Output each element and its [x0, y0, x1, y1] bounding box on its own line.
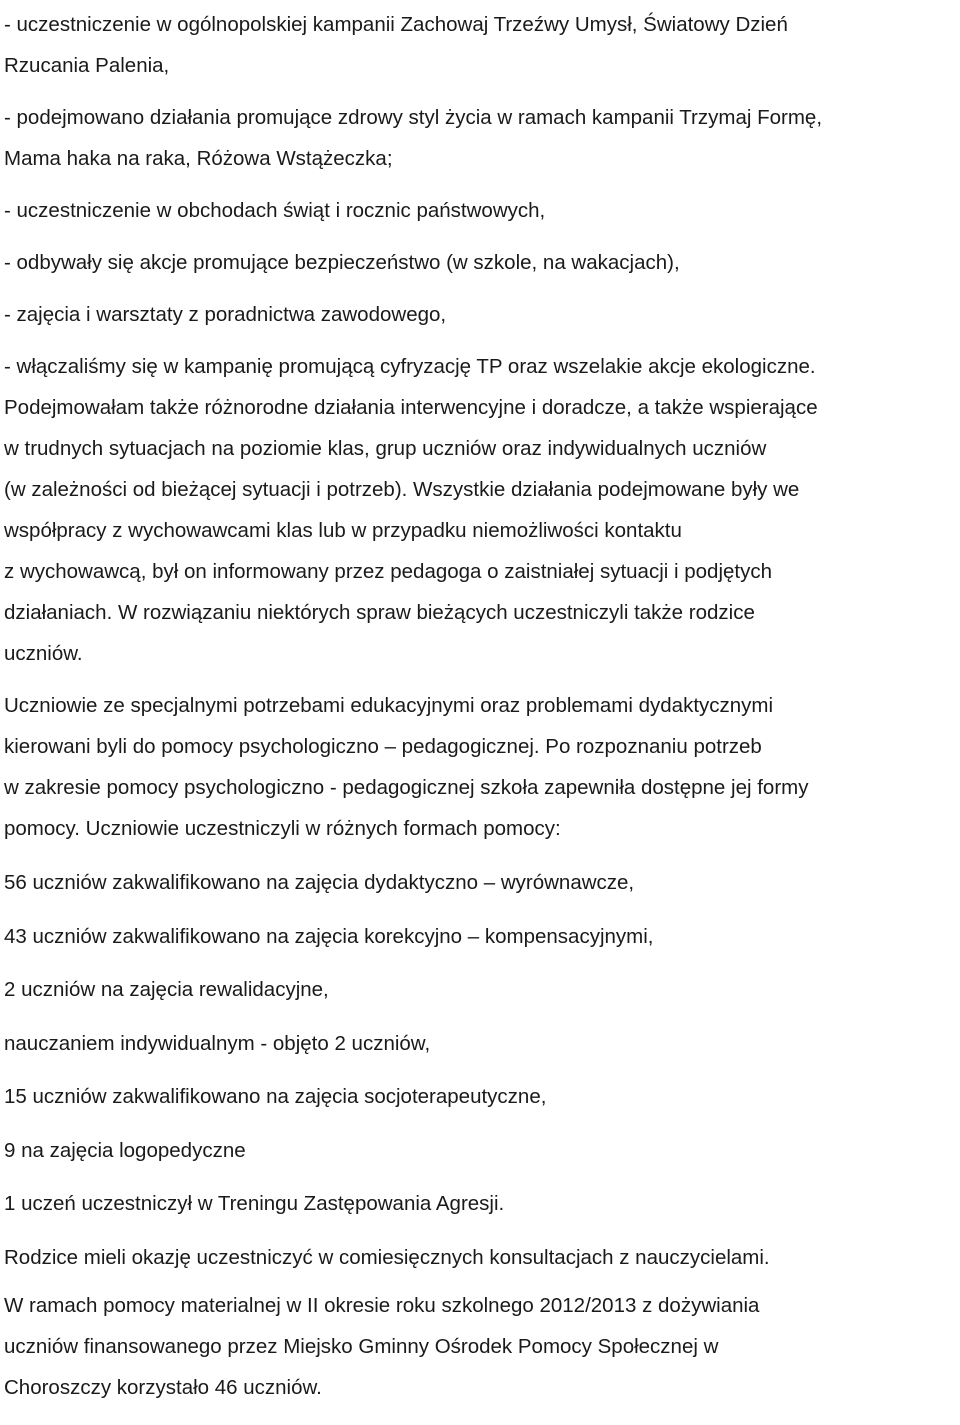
bullet-line: - odbywały się akcje promujące bezpieczeństwo (w szkole, na wakacjach),	[4, 251, 680, 274]
text-line: z wychowawcą, był on informowany przez pedagoga o zaistniałej sytuacji i podjętych	[4, 560, 773, 583]
list-item: 15 uczniów zakwalifikowano na zajęcia socjoterapeutyczne,	[4, 1085, 547, 1108]
bullet-line: Mama haka na raka, Różowa Wstążeczka;	[4, 147, 393, 170]
list-item: 56 uczniów zakwalifikowano na zajęcia dydaktyczno – wyrównawcze,	[4, 871, 635, 894]
text-line: Uczniowie ze specjalnymi potrzebami edukacyjnymi oraz problemami dydaktycznymi	[4, 694, 774, 717]
activities-bullet-list	[4, 0, 960, 387]
text-line: Podejmowałam także różnorodne działania interwencyjne i doradcze, a także wspierające	[4, 396, 818, 419]
interventions-paragraph	[4, 387, 960, 674]
bullet-line: - podejmowano działania promujące zdrowy styl życia w ramach kampanii Trzymaj Formę,	[4, 106, 823, 129]
bullet-line: - uczestniczenie w obchodach świąt i rocznic państwowych,	[4, 199, 546, 222]
list-item: Rodzice mieli okazję uczestniczyć w comiesięcznych konsultacjach z nauczycielami.	[4, 1245, 770, 1269]
text-line: uczniów finansowanego przez Miejsko Gminny Ośrodek Pomocy Społecznej w	[4, 1335, 719, 1358]
material-aid-paragraph	[4, 1285, 960, 1408]
text-line: uczniów.	[4, 642, 83, 665]
list-item: 2 uczniów na zajęcia rewalidacyjne,	[4, 978, 329, 1001]
bullet-line: - uczestniczenie w ogólnopolskiej kampanii Zachowaj Trzeźwy Umysł, Światowy Dzień	[4, 13, 788, 36]
text-line: w trudnych sytuacjach na poziomie klas, grup uczniów oraz indywidualnych uczniów	[4, 437, 767, 460]
bullet-line: Rzucania Palenia,	[4, 54, 170, 77]
bullet-line: - zajęcia i warsztaty z poradnictwa zawodowego,	[4, 303, 447, 326]
text-line: współpracy z wychowawcami klas lub w przypadku niemożliwości kontaktu	[4, 519, 682, 542]
text-line: w zakresie pomocy psychologiczno - pedagogicznej szkoła zapewniła dostępne jej formy	[4, 776, 809, 799]
bullet-line: - włączaliśmy się w kampanię promującą cyfryzację TP oraz wszelakie akcje ekologiczne.	[4, 355, 816, 378]
list-item: 43 uczniów zakwalifikowano na zajęcia korekcyjno – kompensacyjnymi,	[4, 924, 654, 948]
support-forms-list	[4, 856, 960, 1284]
list-item: nauczaniem indywidualnym - objęto 2 uczniów,	[4, 1031, 431, 1055]
text-line: kierowani byli do pomocy psychologiczno – pedagogicznej. Po rozpoznaniu potrzeb	[4, 735, 762, 758]
special-needs-paragraph	[4, 685, 960, 849]
text-line: działaniach. W rozwiązaniu niektórych spraw bieżących uczestniczyli także rodzice	[4, 601, 755, 624]
text-line: (w zależności od bieżącej sytuacji i potrzeb). Wszystkie działania podejmowane były we	[4, 478, 800, 501]
text-line: W ramach pomocy materialnej w II okresie roku szkolnego 2012/2013 z dożywiania	[4, 1294, 760, 1317]
text-line: Choroszczy korzystało 46 uczniów.	[4, 1376, 322, 1399]
list-item: 1 uczeń uczestniczył w Treningu Zastępowania Agresji.	[4, 1192, 505, 1215]
list-item: 9 na zajęcia logopedyczne	[4, 1138, 246, 1162]
text-line: pomocy. Uczniowie uczestniczyli w różnych formach pomocy:	[4, 817, 561, 840]
